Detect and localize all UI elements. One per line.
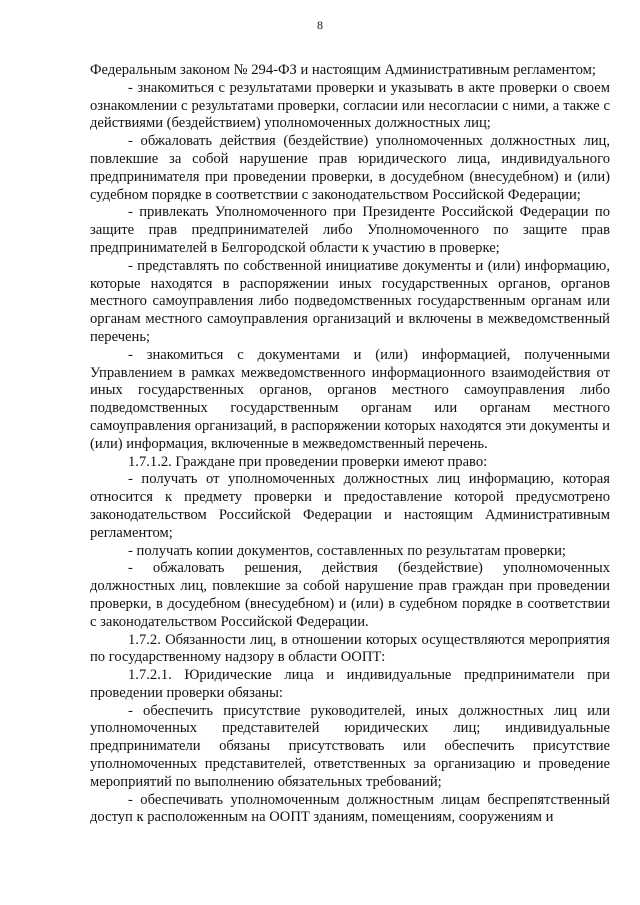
- page-number: 8: [317, 18, 323, 32]
- paragraph: - получать от уполномоченных должностных лиц информацию, которая относится к предмету проверки и предоставление которой предусмотрено законодательством Российской Федерации и настоящим Административным регламентом;: [90, 471, 610, 541]
- body-text: [90, 62, 610, 827]
- paragraph: - обеспечивать уполномоченным должностным лицам беспрепятственный доступ к расположенным на ООПТ зданиям, помещениям, сооружениям и: [90, 791, 610, 826]
- paragraph: - получать копии документов, составленных по результатам проверки;: [128, 542, 566, 559]
- paragraph: - знакомиться с результатами проверки и указывать в акте проверки о своем ознакомлении с результатами проверки, согласии или несогласии с ними, а также с действиями (бездействием) уполномоченных должностных лиц;: [90, 79, 610, 132]
- paragraph: - привлекать Уполномоченного при Президенте Российской Федерации по защите прав предпринимателей либо Уполномоченного по защите прав предпринимателей в Белгородской области к участию в проверке;: [90, 204, 610, 256]
- paragraph: - обеспечить присутствие руководителей, иных должностных лиц или уполномоченных представителей юридических лиц; индивидуальные предприниматели обязаны присутствовать или обеспечить присутствие уполномоченных представителей, ответственных за организацию и проведение мероприятий по выполнению обязательных требований;: [90, 702, 610, 790]
- paragraph: - обжаловать действия (бездействие) уполномоченных должностных лиц, повлекшие за собой нарушение прав юридического лица, индивидуального предпринимателя при проведении проверки, в досудебном (внесудебном) и (или) судебном порядке в соответствии с законодательством Российской Федерации;: [90, 133, 610, 203]
- paragraph: 1.7.2. Обязанности лиц, в отношении которых осуществляются мероприятия по государственному надзору в области ООПТ:: [90, 631, 610, 666]
- paragraph: - знакомиться с документами и (или) информацией, полученными Управлением в рамках межведомственного информационного взаимодействия от иных государственных органов, органов местного самоуправления либо подведомственных государственным органам или органам местного самоуправления организаций, в распоряжении которых находятся эти документы и (или) информация, включенные в межведомственный перечень.: [90, 346, 610, 452]
- paragraph: 1.7.2.1. Юридические лица и индивидуальные предприниматели при проведении проверки обязаны:: [90, 667, 610, 701]
- paragraph: - обжаловать решения, действия (бездействие) уполномоченных должностных лиц, повлекшие за собой нарушение прав граждан при проведении проверки, в досудебном (внесудебном) и (или) в судебном порядке в соответствии с законодательством Российской Федерации.: [90, 560, 610, 630]
- paragraph: Федеральным законом № 294-ФЗ и настоящим Административным регламентом;: [90, 62, 596, 78]
- paragraph: 1.7.1.2. Граждане при проведении проверки имеют право:: [128, 453, 488, 470]
- paragraph: - представлять по собственной инициативе документы и (или) информацию, которые находятся в распоряжении иных государственных органов, органов местного самоуправления либо подведомственных государственным органам или органам местного самоуправления организаций и включены в межведомственный перечень;: [90, 257, 610, 345]
